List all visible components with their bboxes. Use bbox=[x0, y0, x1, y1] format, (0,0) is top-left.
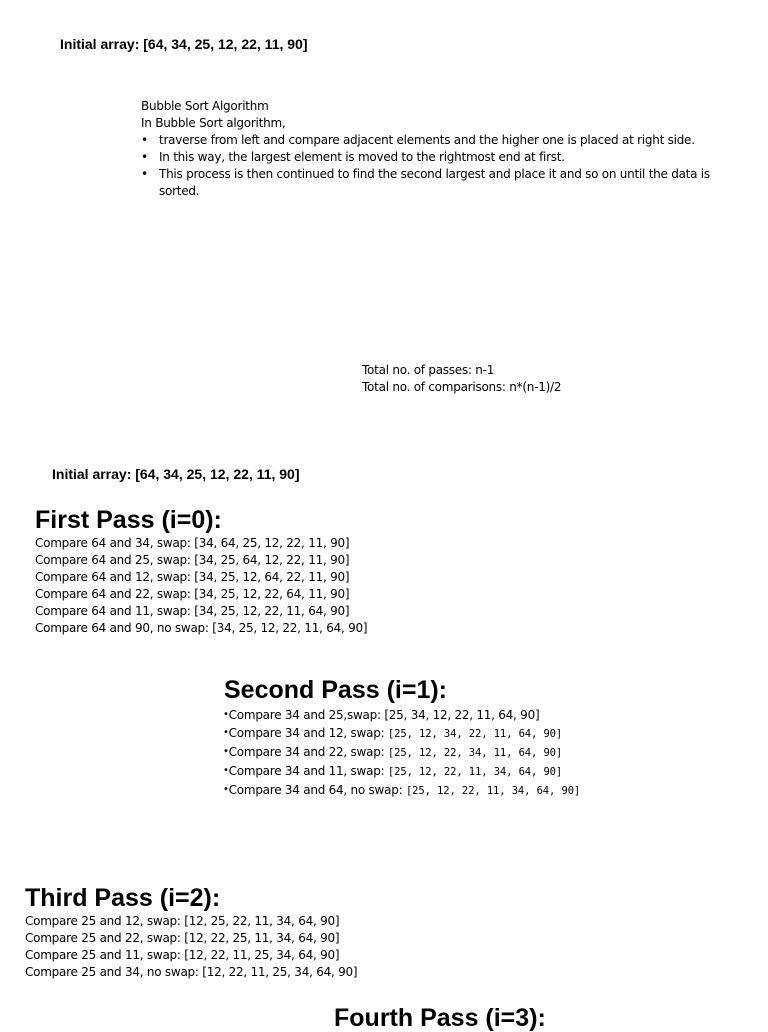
algorithm-lead: In Bubble Sort algorithm, bbox=[141, 116, 286, 130]
algorithm-bullet: • This process is then continued to find the second largest and place it and so on until the data is sorted. bbox=[141, 166, 721, 200]
pass-step: • Compare 34 and 11, swap: [25, 12, 22, 11, 34, 64, 90] bbox=[223, 762, 580, 781]
second-pass-heading: Second Pass (i=1): bbox=[224, 676, 447, 704]
second-pass-steps bbox=[223, 706, 580, 800]
pass-step: Compare 64 and 22, swap: [34, 25, 12, 22, 64, 11, 90] bbox=[35, 587, 350, 601]
pass-step: Compare 64 and 90, no swap: [34, 25, 12, 22, 11, 64, 90] bbox=[35, 621, 368, 635]
pass-step: Compare 64 and 12, swap: [34, 25, 12, 64, 22, 11, 90] bbox=[35, 570, 350, 584]
algorithm-title: Bubble Sort Algorithm bbox=[141, 99, 269, 113]
algorithm-bullet: • traverse from left and compare adjacent elements and the higher one is placed at right side. bbox=[141, 132, 721, 149]
first-pass-heading: First Pass (i=0): bbox=[35, 506, 222, 534]
example-initial-array: Initial array: [64, 34, 25, 12, 22, 11, 90] bbox=[52, 466, 300, 482]
bubble-sort-description bbox=[141, 98, 721, 200]
comparisons-count: Total no. of comparisons: n*(n-1)/2 bbox=[362, 380, 562, 394]
algorithm-bullet: • In this way, the largest element is moved to the rightmost end at first. bbox=[141, 149, 721, 166]
complexity-stats bbox=[362, 362, 561, 396]
pass-step: • Compare 34 and 22, swap: [25, 12, 22, 34, 11, 64, 90] bbox=[223, 743, 580, 762]
pass-step: • Compare 34 and 64, no swap: [25, 12, 22, 11, 34, 64, 90] bbox=[223, 781, 580, 800]
pass-step: Compare 64 and 25, swap: [34, 25, 64, 12, 22, 11, 90] bbox=[35, 553, 350, 567]
first-pass-steps bbox=[35, 535, 367, 637]
pass-step: Compare 64 and 34, swap: [34, 64, 25, 12, 22, 11, 90] bbox=[35, 536, 350, 550]
third-pass-heading: Third Pass (i=2): bbox=[25, 884, 221, 912]
pass-step: Compare 25 and 11, swap: [12, 22, 11, 25, 34, 64, 90] bbox=[25, 948, 340, 962]
fourth-pass-heading: Fourth Pass (i=3): bbox=[334, 1004, 546, 1032]
pass-step: Compare 25 and 22, swap: [12, 22, 25, 11, 34, 64, 90] bbox=[25, 931, 340, 945]
pass-step: Compare 25 and 34, no swap: [12, 22, 11, 25, 34, 64, 90] bbox=[25, 965, 358, 979]
third-pass-steps bbox=[25, 913, 357, 981]
pass-step: • Compare 34 and 25,swap: [25, 34, 12, 22, 11, 64, 90] bbox=[223, 706, 580, 724]
pass-step: • Compare 34 and 12, swap: [25, 12, 34, 22, 11, 64, 90] bbox=[223, 724, 580, 743]
pass-step: Compare 64 and 11, swap: [34, 25, 12, 22, 11, 64, 90] bbox=[35, 604, 350, 618]
initial-array-title: Initial array: [64, 34, 25, 12, 22, 11, 90] bbox=[60, 36, 308, 52]
passes-count: Total no. of passes: n-1 bbox=[362, 363, 495, 377]
algorithm-bullet-list bbox=[141, 132, 721, 200]
pass-step: Compare 25 and 12, swap: [12, 25, 22, 11, 34, 64, 90] bbox=[25, 914, 340, 928]
